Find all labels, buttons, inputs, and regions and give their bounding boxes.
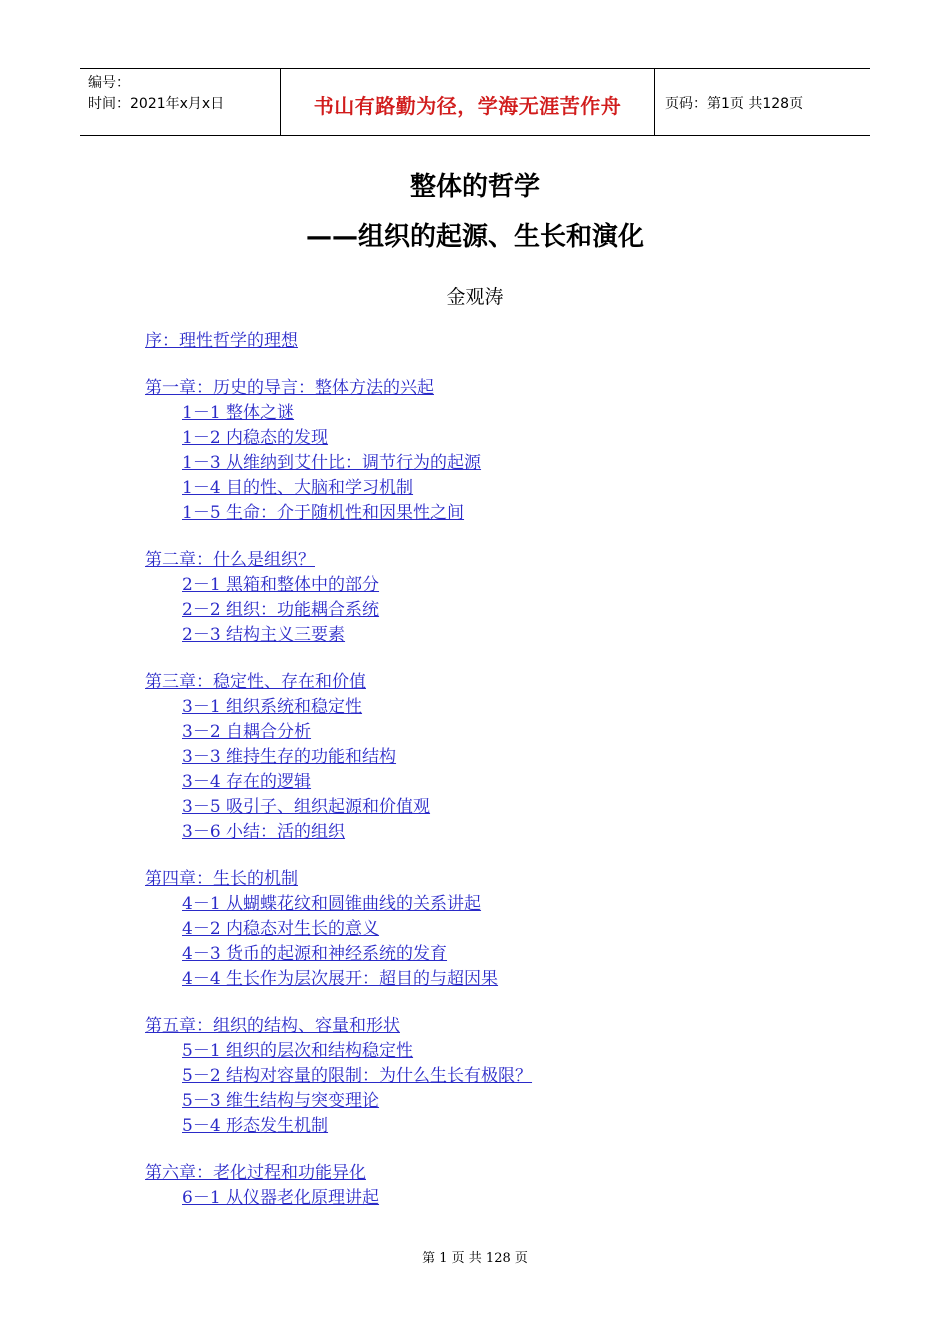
toc-section-link[interactable]: 4－3 货币的起源和神经系统的发育 [182, 944, 448, 964]
toc-spacer [145, 992, 845, 1014]
toc-spacer [145, 845, 845, 867]
toc-chapter-link[interactable]: 第四章：生长的机制 [145, 869, 298, 889]
author-name: 金观涛 [446, 286, 504, 308]
toc-chapter-link[interactable]: 第一章：历史的导言：整体方法的兴起 [145, 378, 434, 398]
header-page-info: 页码：第1页 共128页 [665, 96, 804, 112]
document-title: 整体的哲学 [409, 172, 540, 202]
toc-chapter-link[interactable]: 序：理性哲学的理想 [145, 331, 298, 351]
toc-section-link[interactable]: 3－4 存在的逻辑 [182, 772, 312, 792]
toc-spacer [145, 648, 845, 670]
toc-section-link[interactable]: 1－4 目的性、大脑和学习机制 [182, 478, 414, 498]
toc-section-link[interactable]: 2－1 黑箱和整体中的部分 [182, 575, 380, 595]
toc-section-link[interactable]: 3－2 自耦合分析 [182, 722, 312, 742]
toc-spacer [145, 354, 845, 376]
toc-chapter-link[interactable]: 第六章：老化过程和功能异化 [145, 1163, 366, 1183]
header-number-label: 编号： [88, 75, 130, 91]
table-of-contents [145, 329, 845, 1211]
toc-chapter-link[interactable]: 第五章：组织的结构、容量和形状 [145, 1016, 400, 1036]
toc-section-link[interactable]: 4－1 从蝴蝶花纹和圆锥曲线的关系讲起 [182, 894, 482, 914]
toc-chapter-link[interactable]: 第二章：什么是组织？ [145, 550, 315, 570]
header-meta [80, 69, 281, 135]
toc-section-link[interactable]: 1－1 整体之谜 [182, 403, 295, 423]
toc-section-link[interactable]: 5－1 组织的层次和结构稳定性 [182, 1041, 414, 1061]
toc-section-link[interactable]: 3－3 维持生存的功能和结构 [182, 747, 397, 767]
toc-section-link[interactable]: 4－4 生长作为层次展开：超目的与超因果 [182, 969, 499, 989]
toc-section-link[interactable]: 1－5 生命：介于随机性和因果性之间 [182, 503, 465, 523]
toc-section-link[interactable]: 6－1 从仪器老化原理讲起 [182, 1188, 380, 1208]
toc-section-link[interactable]: 2－3 结构主义三要素 [182, 625, 346, 645]
toc-section-link[interactable]: 1－3 从维纳到艾什比：调节行为的起源 [182, 453, 482, 473]
toc-section-link[interactable]: 5－2 结构对容量的限制：为什么生长有极限？ [182, 1066, 533, 1086]
toc-section-link[interactable]: 5－4 形态发生机制 [182, 1116, 329, 1136]
document-subtitle: ——组织的起源、生长和演化 [305, 222, 644, 252]
page-footer: 第 1 页 共 128 页 [422, 1251, 528, 1266]
toc-section-link[interactable]: 3－6 小结：活的组织 [182, 822, 346, 842]
toc-section-link[interactable]: 3－5 吸引子、组织起源和价值观 [182, 797, 431, 817]
toc-spacer [145, 1139, 845, 1161]
header-time-label: 时间：2021年x月x日 [88, 96, 225, 112]
document-header [80, 68, 870, 136]
toc-section-link[interactable]: 4－2 内稳态对生长的意义 [182, 919, 380, 939]
toc-section-link[interactable]: 5－3 维生结构与突变理论 [182, 1091, 380, 1111]
header-motto: 书山有路勤为径，学海无涯苦作舟 [281, 69, 655, 135]
toc-section-link[interactable]: 2－2 组织：功能耦合系统 [182, 600, 380, 620]
toc-section-link[interactable]: 1－2 内稳态的发现 [182, 428, 329, 448]
toc-section-link[interactable]: 3－1 组织系统和稳定性 [182, 697, 363, 717]
toc-chapter-link[interactable]: 第三章：稳定性、存在和价值 [145, 672, 366, 692]
toc-spacer [145, 526, 845, 548]
